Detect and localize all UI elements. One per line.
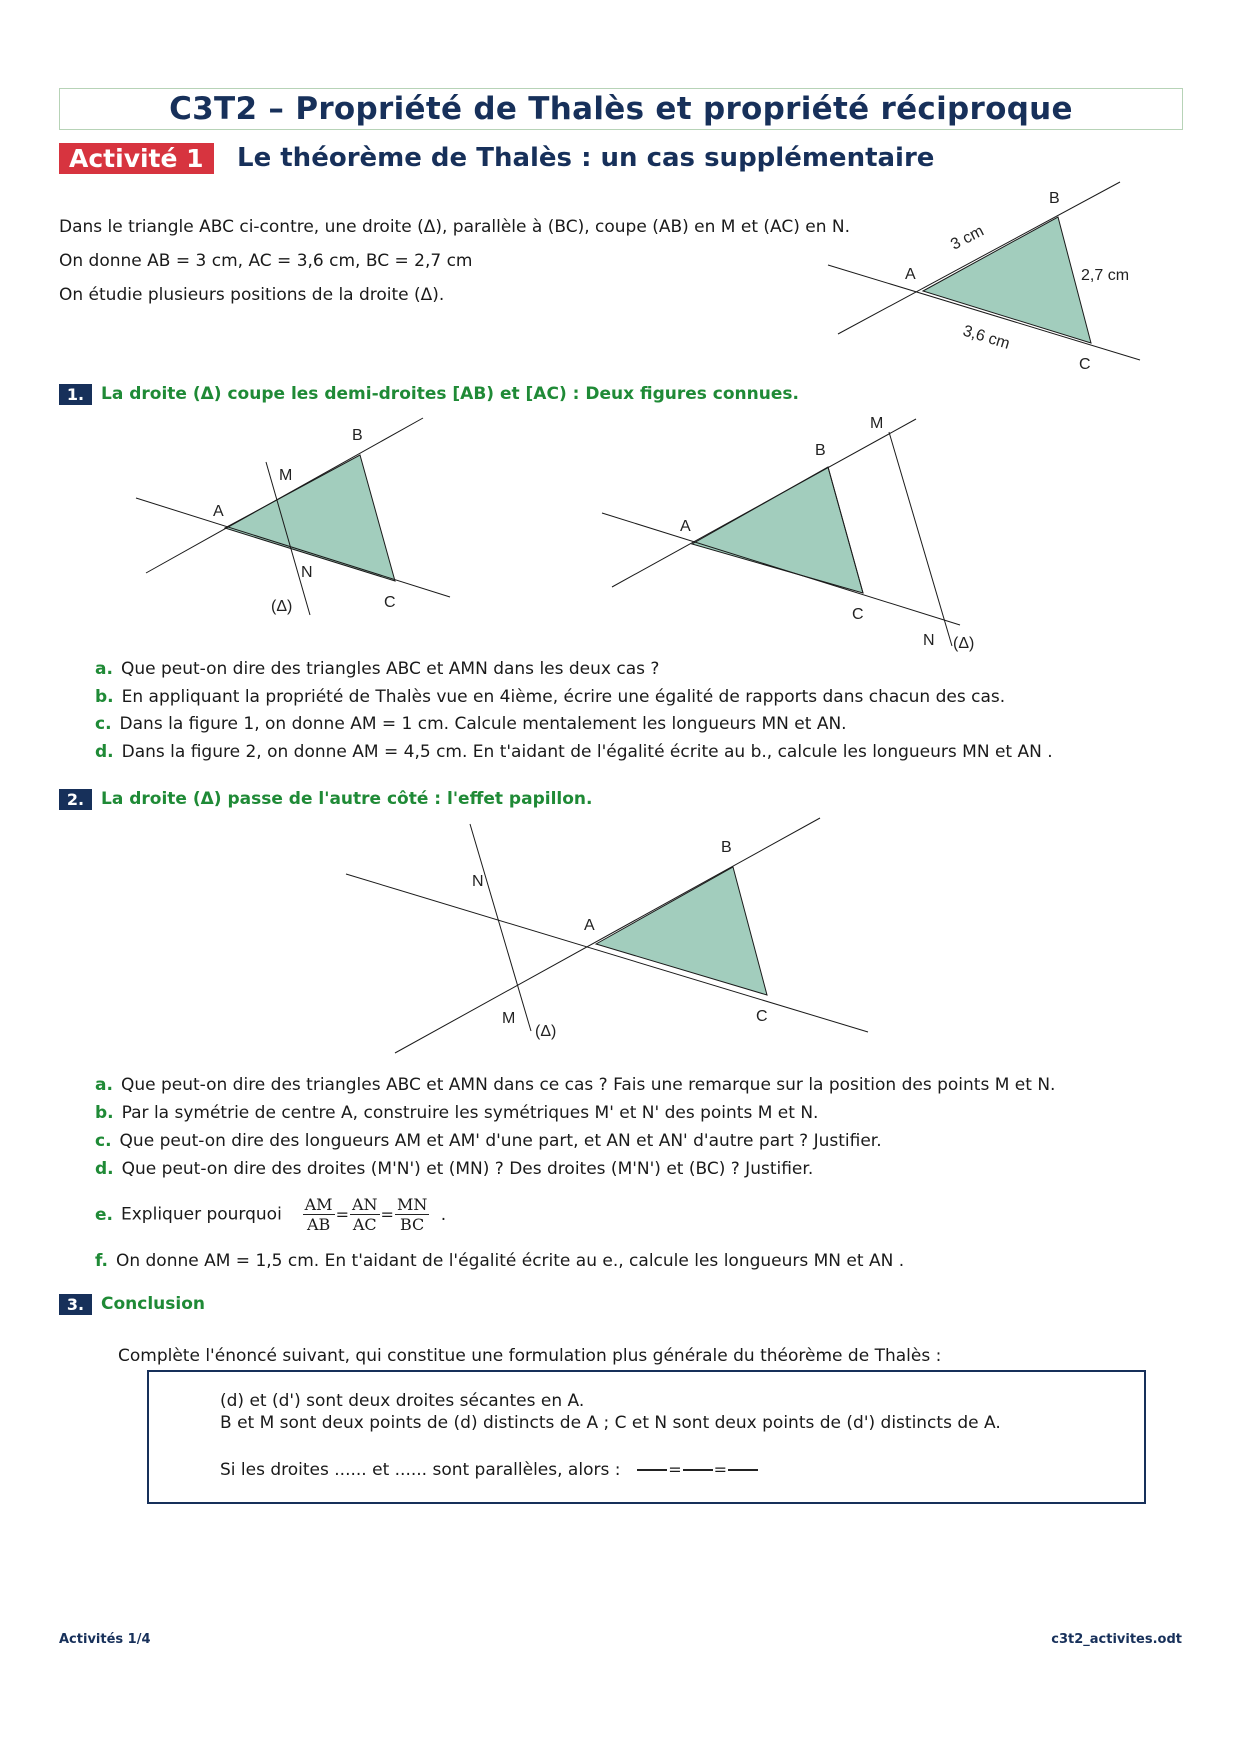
point-label-m: M: [502, 1010, 516, 1027]
length-label-bc: 2,7 cm: [1081, 267, 1130, 284]
question-text: Que peut-on dire des triangles ABC et AMN dans les deux cas ?: [120, 659, 660, 679]
length-label-ab: 3 cm: [948, 222, 987, 254]
length-label-ac: 3,6 cm: [960, 322, 1012, 353]
box-line: B et M sont deux points de (d) distincts de A ; C et N sont deux points de (d') distincts de A.: [220, 1413, 1001, 1433]
point-label-c: C: [756, 1008, 768, 1025]
question-text: On donne AM = 1,5 cm. En t'aidant de l'égalité écrite au e., calcule les longueurs MN et AN .: [115, 1251, 905, 1271]
point-label-a: A: [213, 503, 224, 520]
figure-1: [130, 410, 460, 630]
question-letter: d.: [95, 742, 114, 762]
point-label-c: C: [384, 594, 396, 611]
question: [95, 1250, 904, 1272]
question-letter: c.: [95, 714, 112, 734]
blank-fraction[interactable]: [728, 1469, 758, 1471]
question-text: Expliquer pourquoi: [121, 1204, 282, 1225]
section-title: La droite (Δ) coupe les demi-droites [AB) et [AC) : Deux figures connues.: [101, 384, 799, 404]
question-letter: a.: [95, 659, 113, 679]
triangle-abc: [923, 217, 1091, 343]
point-label-b: B: [815, 442, 826, 459]
question-letter: f.: [95, 1251, 108, 1271]
intro-line: On étudie plusieurs positions de la droite (Δ).: [59, 285, 445, 305]
section-number: 1.: [59, 384, 92, 405]
point-label-n: N: [472, 873, 484, 890]
point-label-c: C: [1079, 356, 1091, 373]
question: [95, 1102, 818, 1124]
fraction: $\frac{AM}{AB}$: [304, 1195, 333, 1234]
point-label-a: A: [905, 266, 916, 283]
question: [95, 1158, 813, 1180]
question: [95, 1074, 1055, 1096]
question: [95, 1195, 446, 1234]
equals-sign: =: [380, 1204, 394, 1224]
question-text: En appliquant la propriété de Thalès vue en 4ième, écrire une égalité de rapports dans chacun des cas.: [121, 687, 1006, 707]
question-text: Dans la figure 2, on donne AM = 4,5 cm. En t'aidant de l'égalité écrite au b., calcule les longueurs MN et AN .: [121, 742, 1053, 762]
delta-line: [889, 432, 952, 646]
point-label-a: A: [584, 917, 595, 934]
conclusion-prompt: Complète l'énoncé suivant, qui constitue une formulation plus générale du théorème de Thalès :: [118, 1346, 942, 1366]
question-letter: e.: [95, 1204, 113, 1225]
section-title: Conclusion: [101, 1294, 205, 1314]
section-number: 3.: [59, 1294, 92, 1315]
fraction: $\frac{MN}{BC}$: [396, 1195, 428, 1234]
equals-sign: =: [713, 1460, 728, 1479]
question-letter: d.: [95, 1159, 114, 1179]
delta-label: (Δ): [271, 598, 293, 615]
activity-title: Le théorème de Thalès : un cas supplémentaire: [237, 143, 935, 173]
page-title: C3T2 – Propriété de Thalès et propriété réciproque: [59, 88, 1183, 130]
fraction: $\frac{AN}{AC}$: [351, 1195, 378, 1234]
point-label-b: B: [352, 427, 363, 444]
question-letter: b.: [95, 1103, 114, 1123]
point-label-m: M: [279, 467, 293, 484]
period: .: [440, 1204, 447, 1225]
question: [95, 686, 1005, 708]
question-letter: b.: [95, 687, 114, 707]
question-letter: c.: [95, 1131, 112, 1151]
delta-label: (Δ): [953, 635, 975, 652]
box-line: (d) et (d') sont deux droites sécantes en A.: [220, 1391, 585, 1411]
question-letter: a.: [95, 1075, 113, 1095]
section-number: 2.: [59, 789, 92, 810]
question-text: Dans la figure 1, on donne AM = 1 cm. Calcule mentalement les longueurs MN et AN.: [119, 714, 847, 734]
point-label-a: A: [680, 518, 691, 535]
intro-line: On donne AB = 3 cm, AC = 3,6 cm, BC = 2,7 cm: [59, 251, 473, 271]
equals-sign: =: [335, 1204, 349, 1224]
intro-figure: [820, 170, 1160, 380]
question-text: Par la symétrie de centre A, construire les symétriques M' et N' des points M et N.: [121, 1103, 819, 1123]
triangle-abc: [225, 455, 395, 581]
blank-fraction[interactable]: [637, 1469, 667, 1471]
figure-3: [340, 810, 880, 1060]
figure-2: [600, 410, 1000, 660]
question-text: Que peut-on dire des droites (M'N') et (MN) ? Des droites (M'N') et (BC) ? Justifier.: [121, 1159, 814, 1179]
question-text: Que peut-on dire des triangles ABC et AMN dans ce cas ? Fais une remarque sur la position des points M et N.: [120, 1075, 1056, 1095]
footer-left: Activités 1/4: [59, 1632, 151, 1647]
point-label-n: N: [923, 632, 935, 649]
blank-fraction[interactable]: [683, 1469, 713, 1471]
box-line-text: Si les droites ...... et ...... sont parallèles, alors :: [220, 1460, 621, 1480]
intro-line: Dans le triangle ABC ci-contre, une droite (Δ), parallèle à (BC), coupe (AB) en M et (AC) en N.: [59, 217, 851, 237]
box-line: [220, 1459, 758, 1481]
question: [95, 1130, 882, 1152]
point-label-b: B: [1049, 190, 1060, 207]
question-text: Que peut-on dire des longueurs AM et AM' d'une part, et AN et AN' d'autre part ? Justifier.: [119, 1131, 882, 1151]
equals-sign: =: [668, 1460, 682, 1479]
footer-right: c3t2_activites.odt: [1051, 1632, 1182, 1647]
question: [95, 741, 1053, 763]
section-title: La droite (Δ) passe de l'autre côté : l'effet papillon.: [101, 789, 593, 809]
point-label-n: N: [301, 564, 313, 581]
point-label-c: C: [852, 606, 864, 623]
triangle-abc: [692, 467, 863, 593]
activity-badge: Activité 1: [59, 143, 214, 174]
delta-label: (Δ): [535, 1023, 557, 1040]
point-label-m: M: [870, 415, 884, 432]
question: [95, 713, 847, 735]
question: [95, 658, 659, 680]
point-label-b: B: [721, 839, 732, 856]
